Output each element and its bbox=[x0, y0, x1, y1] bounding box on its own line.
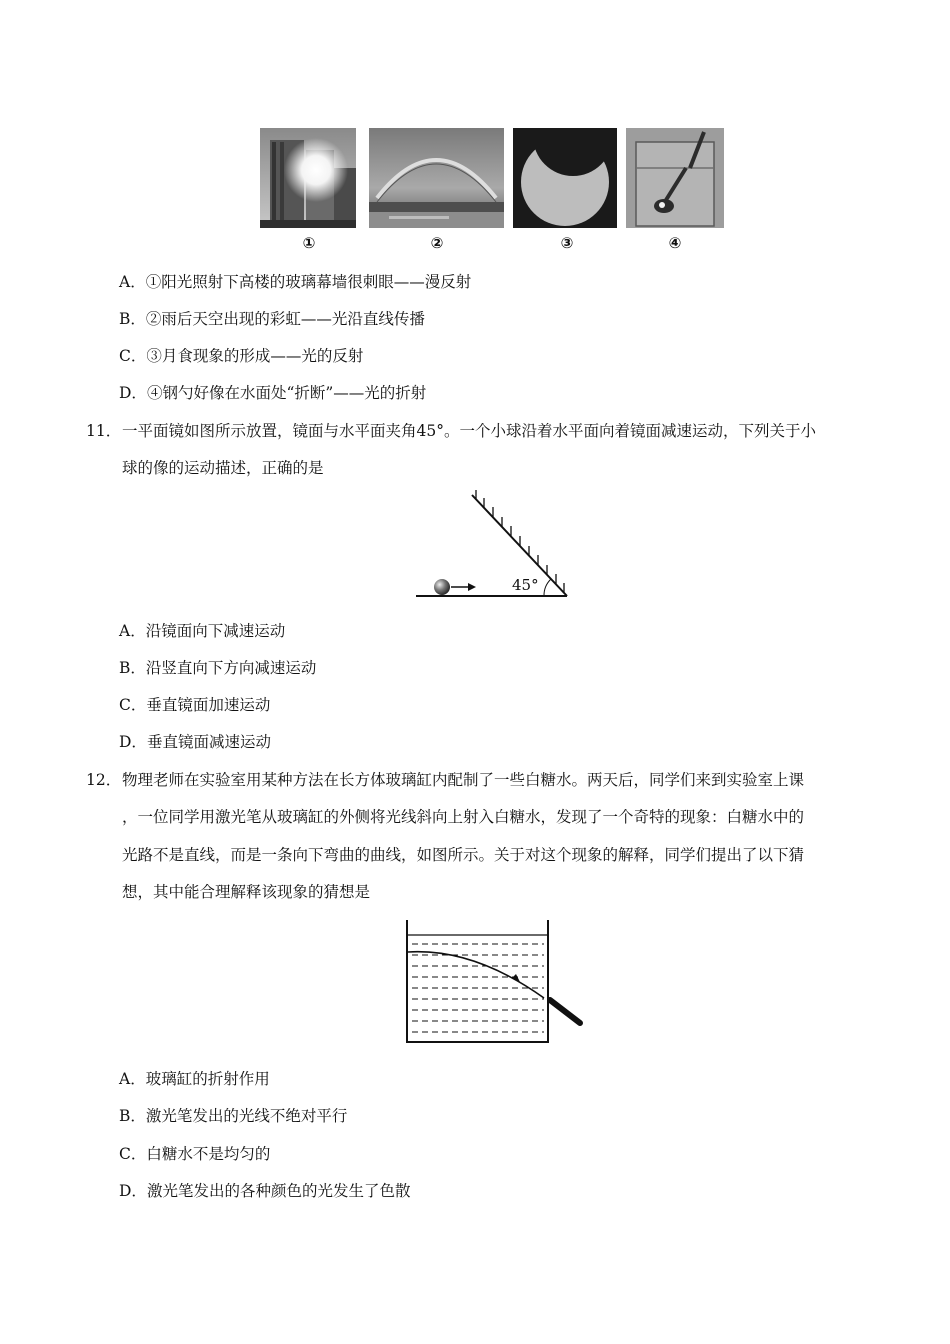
q11-stem-line1 bbox=[86, 421, 816, 441]
option-text: 沿镜面向下减速运动 bbox=[145, 622, 286, 640]
option-text: 沿竖直向下方向减速运动 bbox=[145, 659, 317, 677]
option-text: ①阳光照射下高楼的玻璃幕墙很刺眼——漫反射 bbox=[145, 273, 472, 291]
laser-pen bbox=[550, 1000, 580, 1023]
photo-rainbow bbox=[369, 128, 504, 232]
q11-stem-line2: 球的像的运动描述，正确的是 bbox=[122, 459, 324, 477]
option-letter: A． bbox=[119, 1070, 146, 1088]
q12-tank-diagram bbox=[404, 918, 588, 1052]
question-text: 一平面镜如图所示放置，镜面与水平面夹角45°。一个小球沿着水平面向着镜面减速运动，下列关于小 bbox=[122, 422, 816, 440]
option-letter: D． bbox=[119, 733, 147, 751]
option-text: ③月食现象的形成——光的反射 bbox=[146, 347, 364, 365]
q10-option-c bbox=[119, 346, 363, 366]
option-letter: B． bbox=[119, 310, 146, 328]
q12-option-d bbox=[119, 1181, 410, 1201]
photo-label-1: ① bbox=[302, 234, 316, 252]
ball-icon bbox=[434, 579, 450, 595]
angle-label: 45° bbox=[512, 576, 539, 594]
option-letter: C． bbox=[119, 1145, 147, 1163]
q12-stem-line4: 想，其中能合理解释该现象的猜想是 bbox=[122, 883, 371, 901]
photo-building-glare bbox=[260, 128, 356, 232]
q11-mirror-diagram bbox=[414, 490, 574, 606]
q11-option-a bbox=[119, 621, 285, 641]
q12-stem-line3: 光路不是直线，而是一条向下弯曲的曲线，如图所示。关于对这个现象的解释，同学们提出了以下猜 bbox=[122, 846, 805, 864]
question-text: 物理老师在实验室用某种方法在长方体玻璃缸内配制了一些白糖水。两天后，同学们来到实验室上课 bbox=[122, 771, 805, 789]
option-text: 激光笔发出的各种颜色的光发生了色散 bbox=[146, 1182, 411, 1200]
q12-stem-line2: ，一位同学用激光笔从玻璃缸的外侧将光线斜向上射入白糖水，发现了一个奇特的现象：白糖水中的 bbox=[122, 808, 805, 826]
option-text: 垂直镜面减速运动 bbox=[146, 733, 271, 751]
option-text: 激光笔发出的光线不绝对平行 bbox=[145, 1107, 348, 1125]
q10-photo-strip bbox=[258, 128, 728, 254]
option-letter: B． bbox=[119, 1107, 146, 1125]
question-number: 11． bbox=[86, 422, 122, 440]
q10-option-a bbox=[119, 272, 471, 292]
q10-option-b bbox=[119, 309, 425, 329]
option-letter: D． bbox=[119, 1182, 147, 1200]
option-text: 玻璃缸的折射作用 bbox=[145, 1070, 270, 1088]
q12-option-b bbox=[119, 1106, 347, 1126]
option-letter: C． bbox=[119, 696, 147, 714]
option-text: 白糖水不是均匀的 bbox=[146, 1145, 271, 1163]
photo-label-4: ④ bbox=[668, 234, 682, 252]
option-letter: D． bbox=[119, 384, 147, 402]
q11-option-b bbox=[119, 658, 316, 678]
question-number: 12． bbox=[86, 771, 122, 789]
photo-label-3: ③ bbox=[560, 234, 574, 252]
q10-option-d bbox=[119, 383, 426, 403]
tank-outline bbox=[407, 920, 548, 1042]
option-text: ②雨后天空出现的彩虹——光沿直线传播 bbox=[145, 310, 425, 328]
photo-spoon-water bbox=[626, 128, 724, 232]
option-letter: A． bbox=[119, 622, 146, 640]
option-letter: B． bbox=[119, 659, 146, 677]
q12-option-a bbox=[119, 1069, 270, 1089]
q11-option-d bbox=[119, 732, 271, 752]
light-path bbox=[408, 952, 544, 998]
q12-stem-line1 bbox=[86, 770, 804, 790]
option-text: ④钢勺好像在水面处“折断”——光的折射 bbox=[146, 384, 427, 402]
option-letter: C． bbox=[119, 347, 147, 365]
option-text: 垂直镜面加速运动 bbox=[146, 696, 271, 714]
photo-label-2: ② bbox=[430, 234, 444, 252]
q12-option-c bbox=[119, 1144, 270, 1164]
q11-option-c bbox=[119, 695, 270, 715]
water-hatching bbox=[412, 944, 544, 1032]
photo-eclipse bbox=[513, 128, 617, 232]
option-letter: A． bbox=[119, 273, 146, 291]
